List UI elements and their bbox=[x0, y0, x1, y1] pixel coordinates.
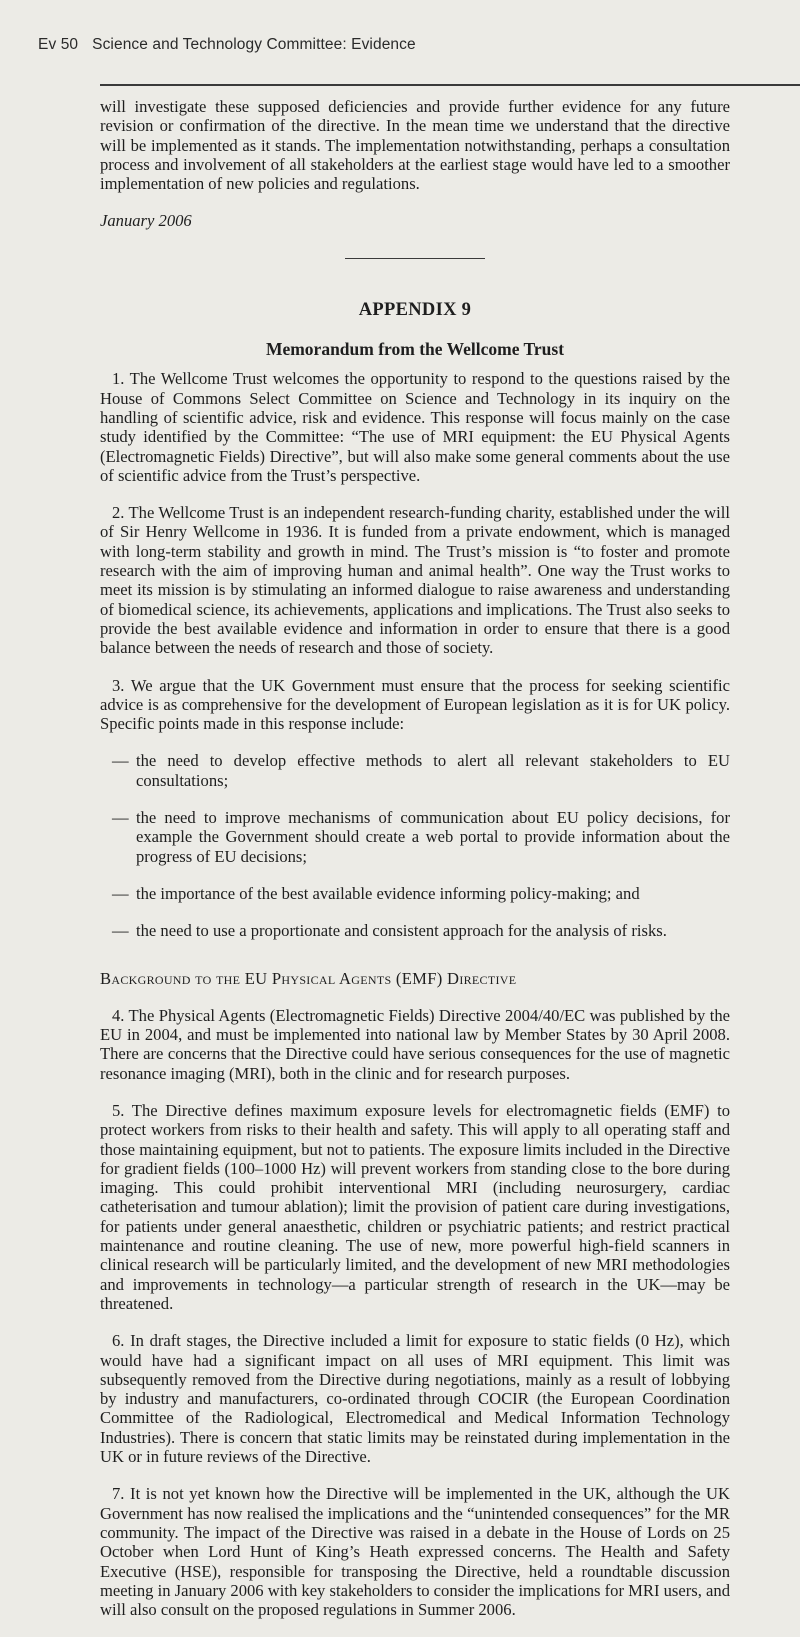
header-rule bbox=[100, 84, 800, 86]
list-item: — the need to use a proportionate and consistent approach for the analysis of risks. bbox=[100, 921, 730, 940]
paragraph-7: 7. It is not yet known how the Directive will be implemented in the UK, although the UK Government has now realised the implications and the “unintended consequences” for the MR community. The impact of the Directive was raised in a debate in the House of Lords on 25 October when Lord Hunt of King’s Heath expressed concerns. The Health and Safety Executive (HSE), responsible for transposing the Directive, held a roundtable discussion meeting in January 2006 with key stakeholders to consider the implications for MRI users, and will also consult on the proposed regulations in Summer 2006. bbox=[100, 1484, 730, 1620]
list-item: — the need to improve mechanisms of communication about EU policy decisions, for example the Government should create a web portal to provide information about the progress of EU decisions; bbox=[100, 808, 730, 866]
memorandum-title: Memorandum from the Wellcome Trust bbox=[265, 339, 565, 360]
publication-title: Science and Technology Committee: Evidence bbox=[92, 36, 416, 53]
paragraph-4: 4. The Physical Agents (Electromagnetic Fields) Directive 2004/40/EC was published by the EU in 2004, and must be implemented into national law by Member States by 30 April 2008. There are concerns that the Directive could have serious consequences for the use of magnetic resonance imaging (MRI), both in the clinic and for research purposes. bbox=[100, 1005, 730, 1083]
section-heading: Background to the EU Physical Agents (EMF) Directive bbox=[100, 968, 517, 988]
section-divider bbox=[345, 258, 485, 259]
paragraph-6: 6. In draft stages, the Directive included a limit for exposure to static fields (0 Hz), which would have had a significant impact on all uses of MRI equipment. This limit was subsequently removed from the Directive during negotiations, mainly as a result of lobbying by industry and manufacturers, co-ordinated through COCIR (the European Coordination Committee of the Radiological, Electromedical and Medical Information Technology Industries). There is concern that static limits may be reinstated during implementation in the UK or in future reviews of the Directive. bbox=[100, 1331, 730, 1467]
intro-continuation: will investigate these supposed deficiencies and provide further evidence for any future revision or confirmation of the directive. In the mean time we understand that the directive will be implemented as it stands. The implementation notwithstanding, perhaps a consultation process and involvement of all stakeholders at the earliest stage would have led to a smoother implementation of new policies and regulations. bbox=[100, 97, 730, 194]
running-head bbox=[38, 36, 416, 54]
paragraph-5: 5. The Directive defines maximum exposure levels for electromagnetic fields (EMF) to protect workers from risks to their health and safety. This will apply to all operating staff and those maintaining equipment, but not to patients. The exposure limits included in the Directive for gradient fields (100–1000 Hz) will prevent workers from standing close to the bore during imaging. This could prohibit interventional MRI (including neurosurgery, cardiac catheterisation and tumour ablation); limit the provision of patient care during investigations, for patients under general anaesthetic, children or psychiatric patients; and restrict practical maintenance and routine cleaning. The use of new, more powerful high-field scanners in clinical research will be particularly limited, and the development of new MRI methodologies and improvements in technology—a particular strength of research in the UK—may be threatened. bbox=[100, 1100, 730, 1313]
paragraph-1: 1. The Wellcome Trust welcomes the opportunity to respond to the questions raised by the House of Commons Select Committee on Science and Technology in its inquiry on the handling of scientific advice, risk and evidence. This response will focus mainly on the case study identified by the Committee: “The use of MRI equipment: the EU Physical Agents (Electromagnetic Fields) Directive”, but will also make some general comments about the use of scientific advice from the Trust’s perspective. bbox=[100, 369, 730, 485]
points-list bbox=[100, 751, 730, 940]
list-item: — the importance of the best available evidence informing policy-making; and bbox=[100, 884, 730, 903]
body-text bbox=[100, 97, 730, 1637]
list-item: — the need to develop effective methods to alert all relevant stakeholders to EU consultations; bbox=[100, 751, 730, 790]
appendix-label: APPENDIX 9 bbox=[358, 299, 472, 320]
document-date: January 2006 bbox=[100, 211, 192, 231]
paragraph-3: 3. We argue that the UK Government must ensure that the process for seeking scientific advice is as comprehensive for the development of European legislation as it is for UK policy. Specific points made in this response include: bbox=[100, 675, 730, 734]
paragraph-2: 2. The Wellcome Trust is an independent research-funding charity, established under the will of Sir Henry Wellcome in 1936. It is funded from a private endowment, which is managed with long-term stability and growth in mind. The Trust’s mission is “to foster and promote research with the aim of improving human and animal health”. One way the Trust works to meet its mission is by stimulating an informed dialogue to raise awareness and understanding of biomedical science, its achievements, applications and implications. The Trust also seeks to provide the best available evidence and information in order to ensure that there is a good balance between the needs of research and those of society. bbox=[100, 503, 730, 658]
page-number: Ev 50 bbox=[38, 36, 79, 53]
